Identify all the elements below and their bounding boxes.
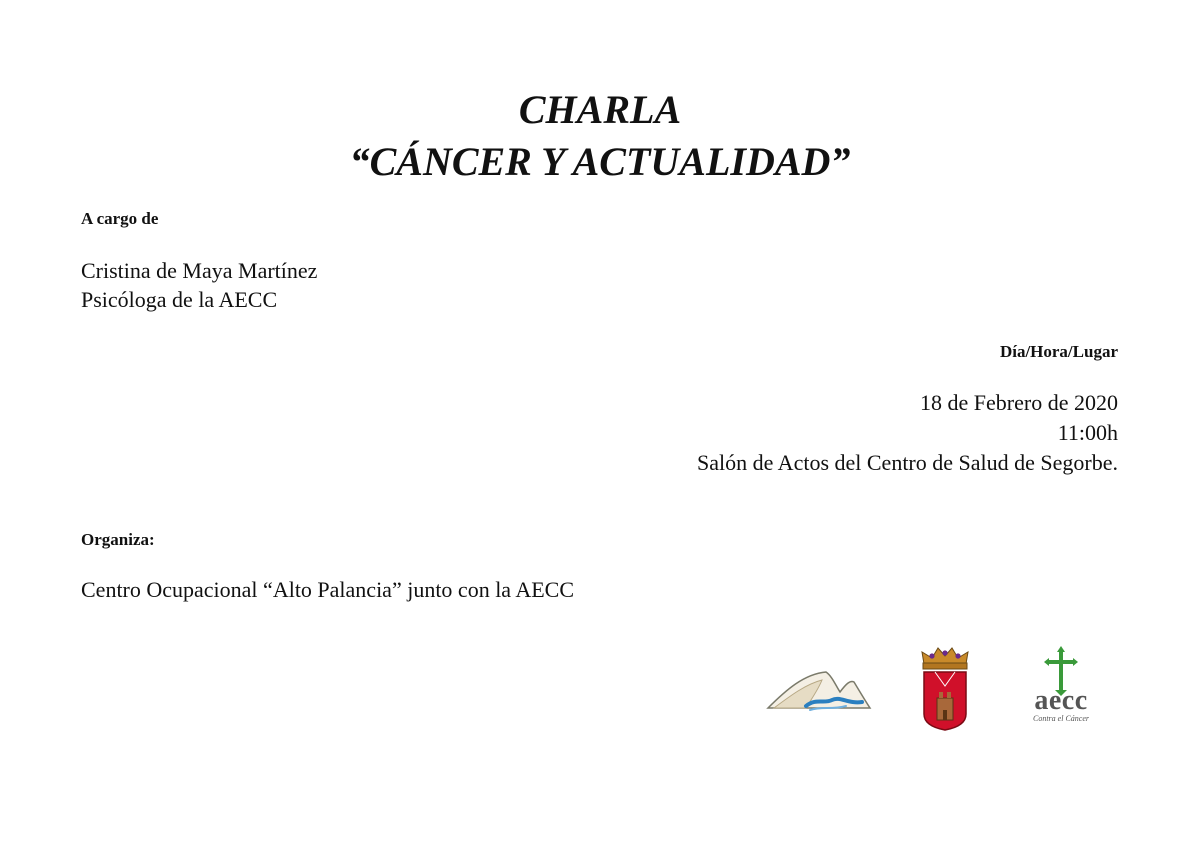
organizer-label: Organiza: — [81, 530, 155, 549]
alto-palancia-logo — [766, 668, 872, 714]
event-time: 11:00h — [1057, 420, 1118, 445]
event-date: 18 de Febrero de 2020 — [920, 390, 1118, 415]
speaker-label: A cargo de — [81, 209, 159, 228]
segorbe-crest-logo — [918, 642, 972, 732]
organizer-text: Centro Ocupacional “Alto Palancia” junto con la AECC — [81, 577, 575, 602]
aecc-tagline: Contra el Cáncer — [1033, 714, 1089, 723]
speaker-role: Psicóloga de la AECC — [81, 287, 278, 312]
event-place: Salón de Actos del Centro de Salud de Segorbe. — [697, 450, 1118, 475]
title-line-1: CHARLA — [518, 87, 682, 132]
event-label: Día/Hora/Lugar — [999, 342, 1118, 361]
speaker-name: Cristina de Maya Martínez — [81, 258, 318, 283]
title-line-2: “CÁNCER Y ACTUALIDAD” — [349, 139, 851, 184]
aecc-wordmark: aecc — [1034, 685, 1088, 716]
